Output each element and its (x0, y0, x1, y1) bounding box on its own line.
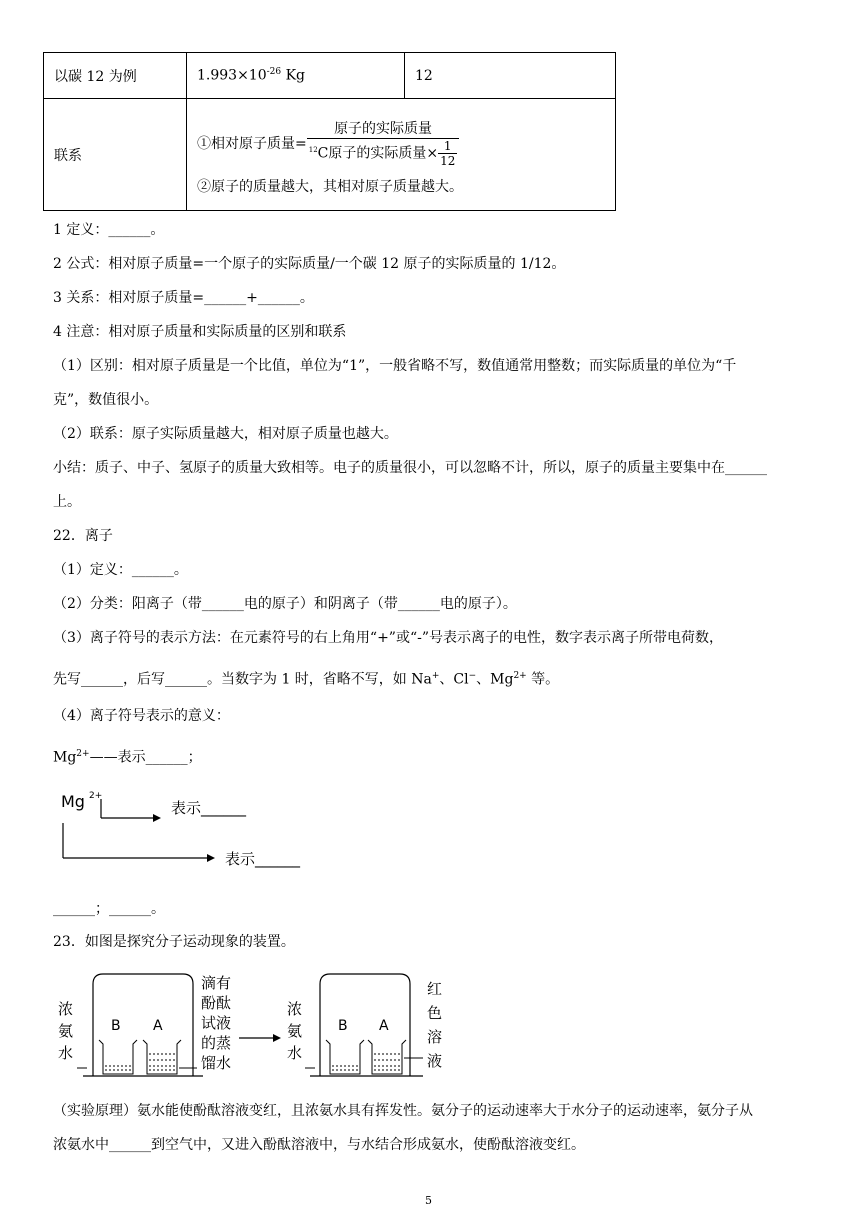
ammonia-label: 氨 (287, 1022, 303, 1040)
bell-jar (320, 974, 410, 1076)
table-cell: 以碳 12 为例 (44, 53, 187, 99)
experiment-diagram (55, 966, 455, 1086)
text-line: （3）离子符号的表示方法：在元素符号的右上角用“+”或“-”号表示离子的电性，数字表示离子所带电荷数， (53, 630, 723, 646)
text-line: （实验原理）氨水能使酚酞溶液变红，且浓氨水具有挥发性。氨分子的运动速率大于水分子的运动速率，氨分子从 (53, 1103, 753, 1119)
bell-jar (93, 974, 193, 1076)
text-line: （4）离子符号表示的意义： (53, 708, 230, 724)
text-line: 1 定义：______。 (53, 222, 165, 238)
phenol-label: 的蒸 (201, 1034, 232, 1052)
ammonia-label: 浓 (287, 1000, 303, 1018)
beaker-a-label: A (379, 1018, 389, 1034)
text-line: ______；______。 (53, 901, 165, 917)
section-heading: 22．离子 (53, 528, 113, 544)
ammonia-label: 浓 (58, 1000, 74, 1018)
red-solution-label: 色 (427, 1004, 443, 1022)
text-line: （1）定义：______。 (53, 562, 188, 578)
phenol-label: 酚酞 (201, 994, 232, 1012)
comparison-table (43, 52, 616, 211)
text-line: 克”，数值很小。 (53, 392, 159, 408)
text-line: 4 注意：相对原子质量和实际质量的区别和联系 (53, 324, 347, 340)
diagram-ion-label: Mg (61, 792, 85, 811)
text-line: 2 公式：相对原子质量=一个原子的实际质量/一个碳 12 原子的实际质量的 1/12。 (53, 256, 566, 272)
arrow-head (273, 1034, 281, 1042)
text-line: 3 关系：相对原子质量=______+______。 (53, 290, 314, 306)
formula: ①相对原子质量= 原子的实际质量 $^{12}$C原子的实际质量× $\frac{1}{12}$ (197, 118, 615, 168)
text-line: 上。 (53, 494, 81, 510)
arrow-head (153, 814, 161, 822)
question-heading: 23．如图是探究分子运动现象的装置。 (53, 934, 295, 950)
table-cell: 12 (405, 53, 616, 99)
ammonia-label: 水 (287, 1044, 303, 1062)
red-solution-label: 红 (427, 980, 443, 998)
beaker-b-label: B (338, 1018, 348, 1034)
red-solution-label: 溶 (427, 1028, 443, 1046)
phenol-label: 滴有 (201, 974, 232, 992)
text-line: （1）区别：相对原子质量是一个比值，单位为“1”，一般省略不写，数值通常用整数；而实际质量的单位为“千 (53, 358, 737, 374)
diagram-ion-sup: 2+ (89, 791, 103, 801)
beaker-b (326, 1040, 364, 1074)
text-line: （2）分类：阳离子（带______电的原子）和阴离子（带______电的原子）。 (53, 596, 517, 612)
page-number: 5 (425, 1194, 432, 1207)
table-row (44, 99, 616, 211)
text-line: 先写______，后写______。当数字为 1 时，省略不写，如 Na+、Cl−、$Mg^{2+}$ 等。 (53, 671, 560, 688)
phenol-label: 试液 (201, 1014, 232, 1032)
beaker-a-label: A (153, 1018, 163, 1034)
phenol-label: 馏水 (201, 1054, 232, 1072)
red-solution-label: 液 (427, 1052, 443, 1070)
ion-meaning-diagram (55, 785, 325, 880)
arrow-label: 表示______ (225, 850, 301, 868)
beaker-b-label: B (111, 1018, 121, 1034)
text-line: 小结：质子、中子、氢原子的质量大致相等。电子的质量很小，可以忽略不计，所以，原子的质量主要集中在______ (53, 460, 767, 476)
ammonia-label: 氨 (58, 1022, 74, 1040)
arrow-head (207, 854, 215, 862)
formula-note: ②原子的质量越大，其相对原子质量越大。 (197, 178, 463, 195)
table-row (44, 53, 616, 99)
beaker-a (368, 1040, 406, 1074)
text-line: （2）联系：原子实际质量越大，相对原子质量也越大。 (53, 426, 398, 442)
ammonia-label: 水 (58, 1044, 74, 1062)
text-line: $Mg^{2+}——$表示______； (53, 749, 202, 766)
table-cell: $1.993\times 10^{-26}$ Kg (187, 53, 405, 99)
beaker-a (143, 1040, 181, 1074)
arrow-label: 表示______ (171, 799, 247, 817)
formula-fraction: 原子的实际质量 $^{12}$C原子的实际质量× $\frac{1}{12}$ (307, 118, 460, 168)
beaker-b (99, 1040, 137, 1074)
table-cell: 联系 (44, 99, 187, 211)
text-line: 浓氨水中______到空气中，又进入酚酞溶液中，与水结合形成氨水，使酚酞溶液变红。 (53, 1137, 585, 1153)
table-cell (187, 99, 616, 211)
